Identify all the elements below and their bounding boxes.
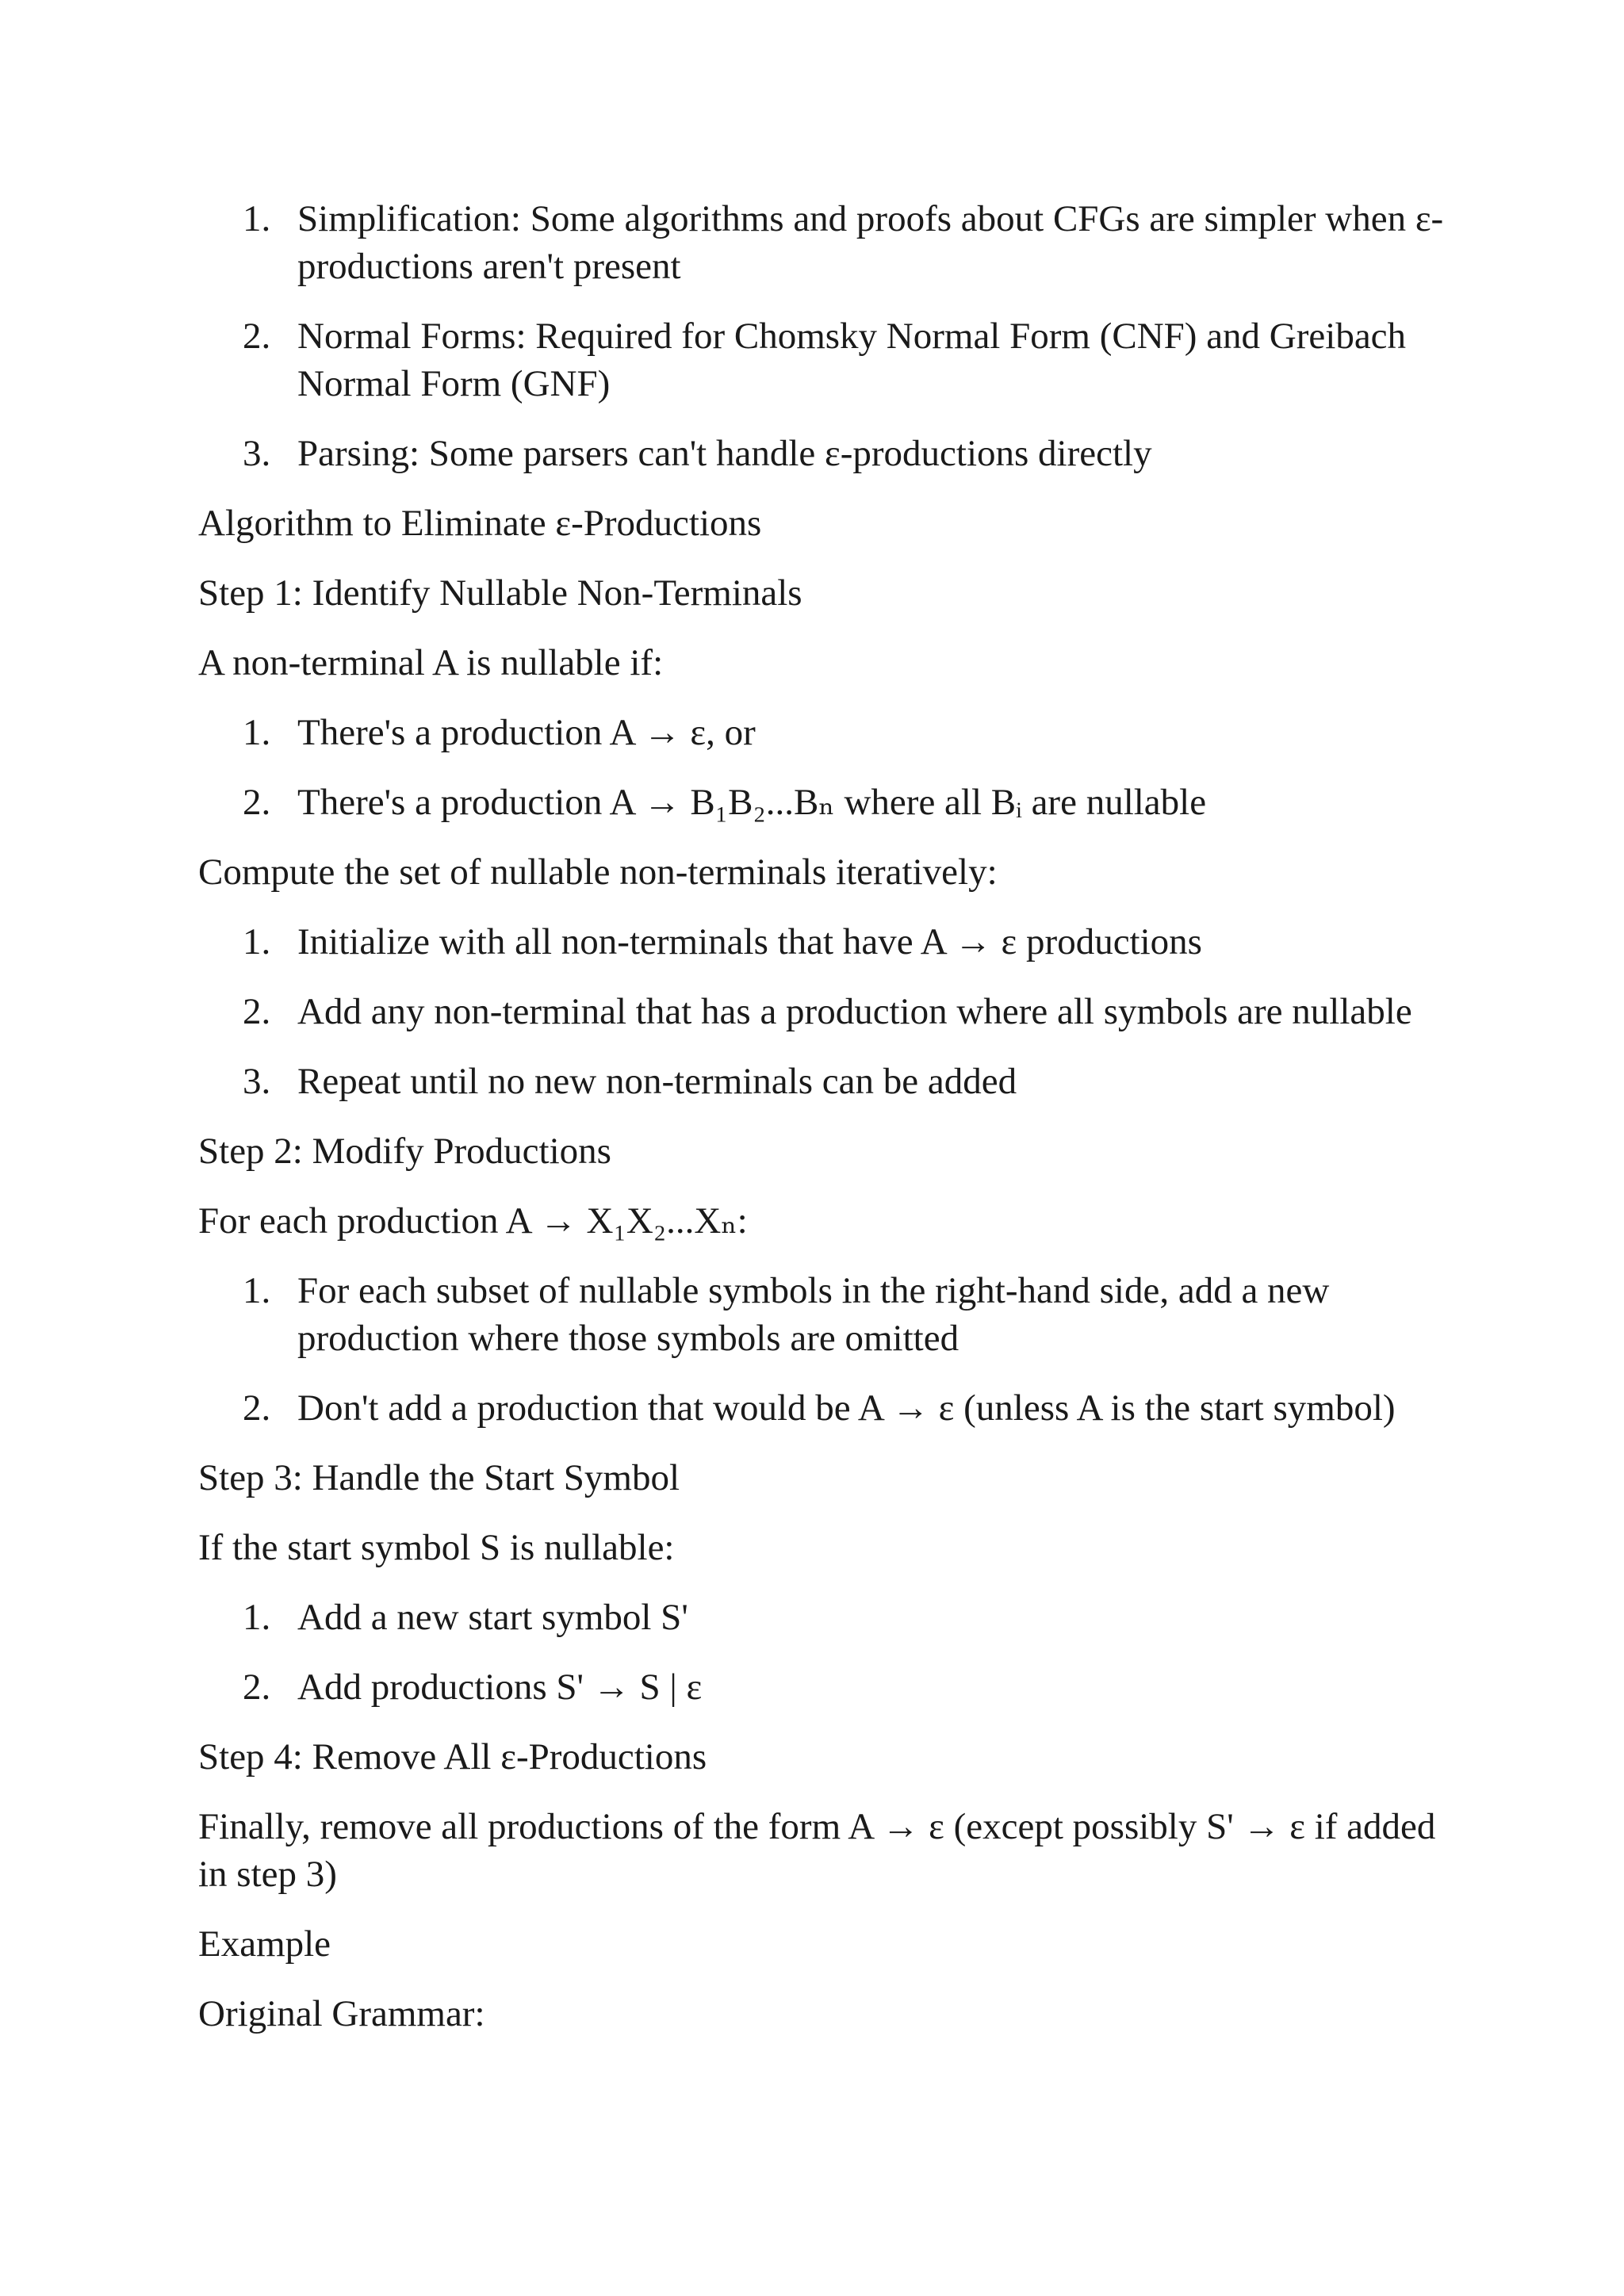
- list-number: 1.: [243, 921, 271, 962]
- nullable-conditions-list: [198, 709, 1451, 826]
- list-number: 2.: [243, 782, 271, 823]
- list-item-text: There's a production A → ε, or: [297, 712, 756, 753]
- step1-heading: Step 1: Identify Nullable Non-Terminals: [198, 572, 802, 614]
- start-symbol-list: [198, 1594, 1451, 1711]
- list-item: [198, 1594, 1451, 1641]
- list-item: [198, 195, 1451, 290]
- list-item-text: Don't add a production that would be A → ε (unless A is the start symbol): [297, 1387, 1396, 1429]
- list-item: [198, 779, 1451, 826]
- list-item-text: Parsing: Some parsers can't handle ε-productions directly: [297, 433, 1152, 474]
- step2-intro: For each production A → X₁X₂...Xₙ:: [198, 1200, 748, 1242]
- list-number: 1.: [243, 198, 271, 239]
- compute-steps-list: [198, 918, 1451, 1105]
- list-item: [198, 918, 1451, 966]
- step1-intro: A non-terminal A is nullable if:: [198, 642, 664, 683]
- list-number: 2.: [243, 1667, 271, 1708]
- algorithm-heading: Algorithm to Eliminate ε-Productions: [198, 503, 762, 544]
- list-number: 1.: [243, 1597, 271, 1638]
- reasons-list: [198, 195, 1451, 477]
- list-item: [198, 1384, 1451, 1432]
- list-item-text: Repeat until no new non-terminals can be added: [297, 1061, 1017, 1102]
- list-item: [198, 709, 1451, 756]
- step3-intro: If the start symbol S is nullable:: [198, 1527, 675, 1568]
- step3-heading: Step 3: Handle the Start Symbol: [198, 1457, 680, 1498]
- list-item: [198, 430, 1451, 477]
- list-item: [198, 1058, 1451, 1105]
- list-item: [198, 1267, 1451, 1362]
- list-number: 2.: [243, 1387, 271, 1429]
- list-number: 2.: [243, 991, 271, 1032]
- step4-text: Finally, remove all productions of the form A → ε (except possibly S' → ε if added in step 3): [198, 1806, 1436, 1895]
- list-number: 2.: [243, 316, 271, 357]
- list-item-text: Add productions S' → S | ε: [297, 1667, 703, 1708]
- list-item: [198, 1663, 1451, 1711]
- list-item-text: For each subset of nullable symbols in the right-hand side, add a new production where those symbols are omitted: [297, 1270, 1330, 1359]
- compute-intro: Compute the set of nullable non-terminals iteratively:: [198, 851, 998, 893]
- list-item-text: Normal Forms: Required for Chomsky Normal Form (CNF) and Greibach Normal Form (GNF): [297, 316, 1407, 404]
- modify-steps-list: [198, 1267, 1451, 1432]
- list-item-text: Add any non-terminal that has a production where all symbols are nullable: [297, 991, 1412, 1032]
- page-content: [198, 195, 1451, 2060]
- example-heading: Example: [198, 1923, 331, 1965]
- list-number: 1.: [243, 712, 271, 753]
- list-number: 1.: [243, 1270, 271, 1311]
- list-item-text: There's a production A → B₁B₂...Bₙ where all Bᵢ are nullable: [297, 782, 1207, 823]
- list-item-text: Add a new start symbol S': [297, 1597, 688, 1638]
- list-item: [198, 988, 1451, 1035]
- list-number: 3.: [243, 433, 271, 474]
- list-item-text: Initialize with all non-terminals that have A → ε productions: [297, 921, 1202, 962]
- list-item-text: Simplification: Some algorithms and proofs about CFGs are simpler when ε-productions aren't present: [297, 198, 1444, 287]
- list-item: [198, 312, 1451, 408]
- step4-heading: Step 4: Remove All ε-Productions: [198, 1736, 707, 1777]
- step2-heading: Step 2: Modify Productions: [198, 1131, 611, 1172]
- original-grammar-label: Original Grammar:: [198, 1993, 485, 2034]
- list-number: 3.: [243, 1061, 271, 1102]
